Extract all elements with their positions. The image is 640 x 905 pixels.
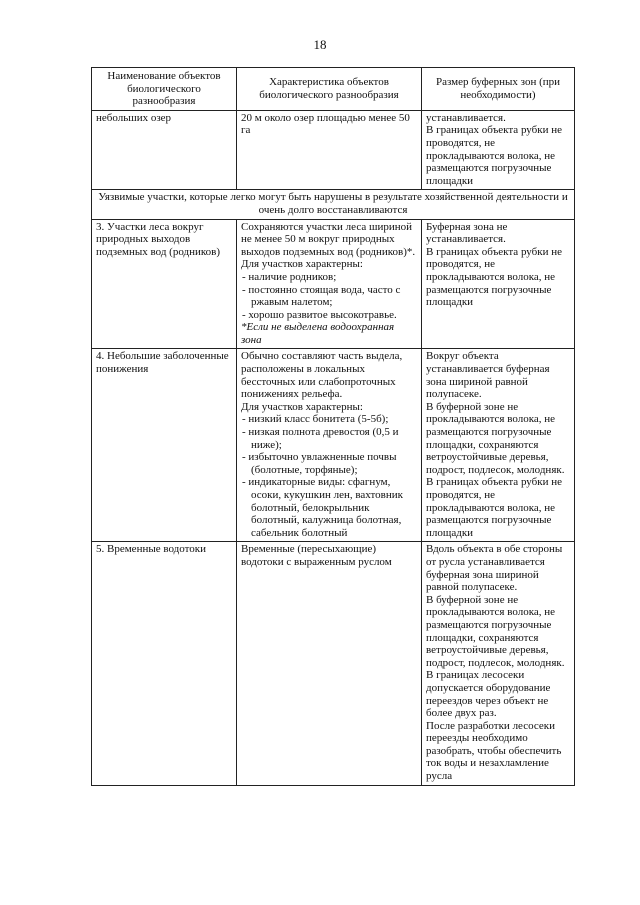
row1-buffer-line: В границах объекта рубки не проводятся, не прокладываются волока, не размещаются погрузочные площадки xyxy=(426,245,562,309)
header-characteristics: Характеристика объектов биологического разнообразия xyxy=(237,68,422,111)
row2-sub: Для участков характерны: xyxy=(241,400,363,413)
row2-buffer xyxy=(422,349,575,542)
table-row xyxy=(92,219,575,349)
table-row xyxy=(92,349,575,542)
row3-buffer xyxy=(422,542,575,785)
row1-characteristics xyxy=(237,219,422,349)
table-header-row xyxy=(92,68,575,111)
table-row xyxy=(92,542,575,785)
row1-buffer xyxy=(422,219,575,349)
row2-buffer-line: Вокруг объекта устанавливается буферная зона шириной равной полупасеке. xyxy=(426,350,550,401)
section-title: Уязвимые участки, которые легко могут быть нарушены в результате хозяйственной деятельности и очень долго восстанавливаются xyxy=(92,190,575,219)
row0-object: небольших озер xyxy=(92,110,237,190)
row2-intro: Обычно составляют часть выдела, расположены в локальных бессточных или слабопроточных понижениях рельефа. xyxy=(241,350,403,401)
table-row xyxy=(92,110,575,190)
row1-intro: Сохраняются участки леса шириной не менее 50 м вокруг природных выходов подземных вод (родников)*. Для участков характерны: xyxy=(241,220,416,271)
page-number: 18 xyxy=(313,37,327,52)
row0-characteristics: 20 м около озер площадью менее 50 га xyxy=(237,110,422,190)
list-item: - хорошо развитое высокотравье. xyxy=(242,308,397,321)
list-item: - индикаторные виды: сфагнум, осоки, кукушкин лен, вахтовник болотный, белокрыльник болотный, калужница болотная, сабельник болотный xyxy=(242,476,403,539)
header-object-name: Наименование объектов биологического разнообразия xyxy=(92,68,237,111)
row0-buffer-line: устанавливается. xyxy=(426,111,506,124)
buffer-zones-table xyxy=(91,67,575,786)
row0-buffer xyxy=(422,110,575,190)
list-item: - постоянно стоящая вода, часто с ржавым налетом; xyxy=(242,283,401,309)
row2-buffer-line: В границах объекта рубки не проводятся, не прокладываются волока, не размещаются погрузочные площадки xyxy=(426,476,562,539)
row3-buffer-line: В границах лесосеки допускается оборудование переездов через объект не более двух раз. xyxy=(426,669,551,720)
list-item: - низкая полнота древостоя (0,5 и ниже); xyxy=(242,426,399,451)
row3-buffer-line: После разработки лесосеки переезды необходимо разобрать, чтобы обеспечить ток воды и незахламление русла xyxy=(426,719,562,783)
row3-object: 5. Временные водотоки xyxy=(92,542,237,785)
list-item: - наличие родников; xyxy=(242,270,337,283)
list-item: - избыточно увлажненные почвы (болотные, торфяные); xyxy=(242,451,397,476)
row1-buffer-line: Буферная зона не устанавливается. xyxy=(426,220,508,246)
row3-buffer-line: В буферной зоне не прокладываются волока, не размещаются погрузочные площадки, сохраняются ветроустойчивые деревья, подрост, подлесок, молодняк. xyxy=(426,593,565,669)
row2-characteristics xyxy=(237,349,422,542)
header-buffer-size: Размер буферных зон (при необходимости) xyxy=(422,68,575,111)
row2-object: 4. Небольшие заболоченные понижения xyxy=(92,349,237,542)
list-item: - низкий класс бонитета (5-5б); xyxy=(242,413,389,426)
section-row xyxy=(92,190,575,219)
row1-object: 3. Участки леса вокруг природных выходов подземных вод (родников) xyxy=(92,219,237,349)
row3-characteristics: Временные (пересыхающие) водотоки с выраженным руслом xyxy=(237,542,422,785)
row3-buffer-line: Вдоль объекта в обе стороны от русла устанавливается буферная зона шириной равной полупасеке. xyxy=(426,543,563,594)
row2-buffer-line: В буферной зоне не прокладываются волока, не размещаются погрузочные площадки, сохраняются ветроустойчивые деревья, подрост, подлесок, молодняк. xyxy=(426,400,565,476)
row0-buffer-line: В границах объекта рубки не проводятся, не прокладываются волока, не размещаются погрузочные площадки xyxy=(426,124,562,187)
footnote: *Если не выделена водоохранная зона xyxy=(241,321,395,346)
